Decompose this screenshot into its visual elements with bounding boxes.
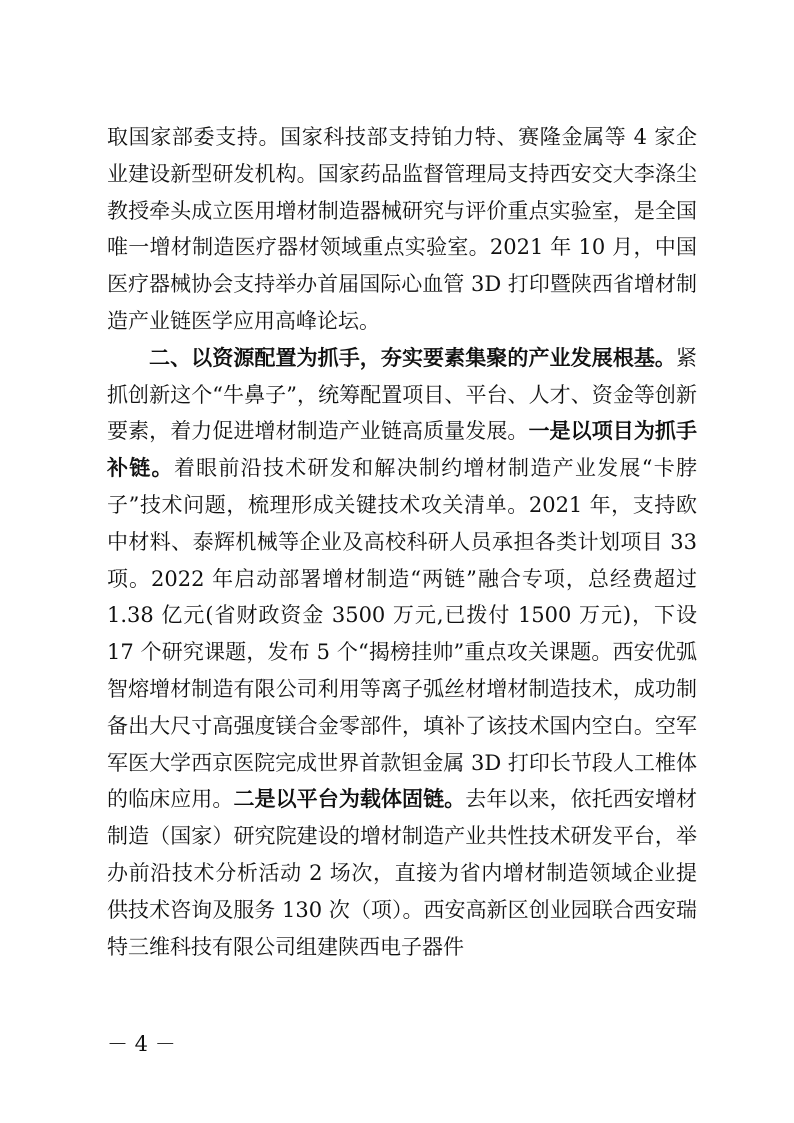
point-1-text: 着眼前沿技术研发和解决制约增材制造产业发展“卡脖子”技术问题，梳理形成关键技术攻关清单。2021 年，支持欧中材料、泰辉机械等企业及高校科研人员承担各类计划项目 33 项。2022 年启动部署增材制造“两链”融合专项，总经费超过 1.38 亿元(省财政资金 3500 万元,已拨付 1500 万元)，下设 17 个研究课题，发布 5 个“揭榜挂帅”重点攻关课题。西安优弧智熔增材制造有限公司利用等离子弧丝材增材制造技术，成功制备出大尺寸高强度镁合金零部件，填补了该技术国内空白。空军军医大学西京医院完成世界首款钽金属 3D 打印长节段人工椎体的临床应用。	[107, 456, 698, 812]
section-2-paragraph	[107, 340, 697, 966]
paragraph-continuation: 取国家部委支持。国家科技部支持铂力特、赛隆金属等 4 家企业建设新型研发机构。国家药品监督管理局支持西安交大李涤尘教授牵头成立医用增材制造器械研究与评价重点实验室，是全国唯一增材制造医疗器材领域重点实验室。2021 年 10 月，中国医疗器械协会支持举办首届国际心血管 3D 打印暨陕西省增材制造产业链医学应用高峰论坛。	[107, 125, 697, 333]
point-2-text: 去年以来，依托西安增材制造（国家）研究院建设的增材制造产业共性技术研发平台，举办前沿技术分析活动 2 场次，直接为省内增材制造领域企业提供技术咨询及服务 130 次（项）。西安高新区创业园联合西安瑞特三维科技有限公司组建陕西电子器件	[107, 787, 698, 959]
point-2-label: 二是以平台为载体固链。	[233, 787, 466, 812]
section-2-heading: 二、以资源配置为抓手，夯实要素集聚的产业发展根基。	[149, 345, 676, 370]
section-2-intro: 紧抓创新这个“牛鼻子”，统筹配置项目、平台、人才、资金等创新要素，着力促进增材制造产业链高质量发展。	[107, 345, 697, 444]
point-1-label: 一是以项目为抓手补链。	[107, 419, 698, 481]
document-body	[107, 119, 697, 965]
page-number: － 4 －	[107, 1032, 176, 1056]
